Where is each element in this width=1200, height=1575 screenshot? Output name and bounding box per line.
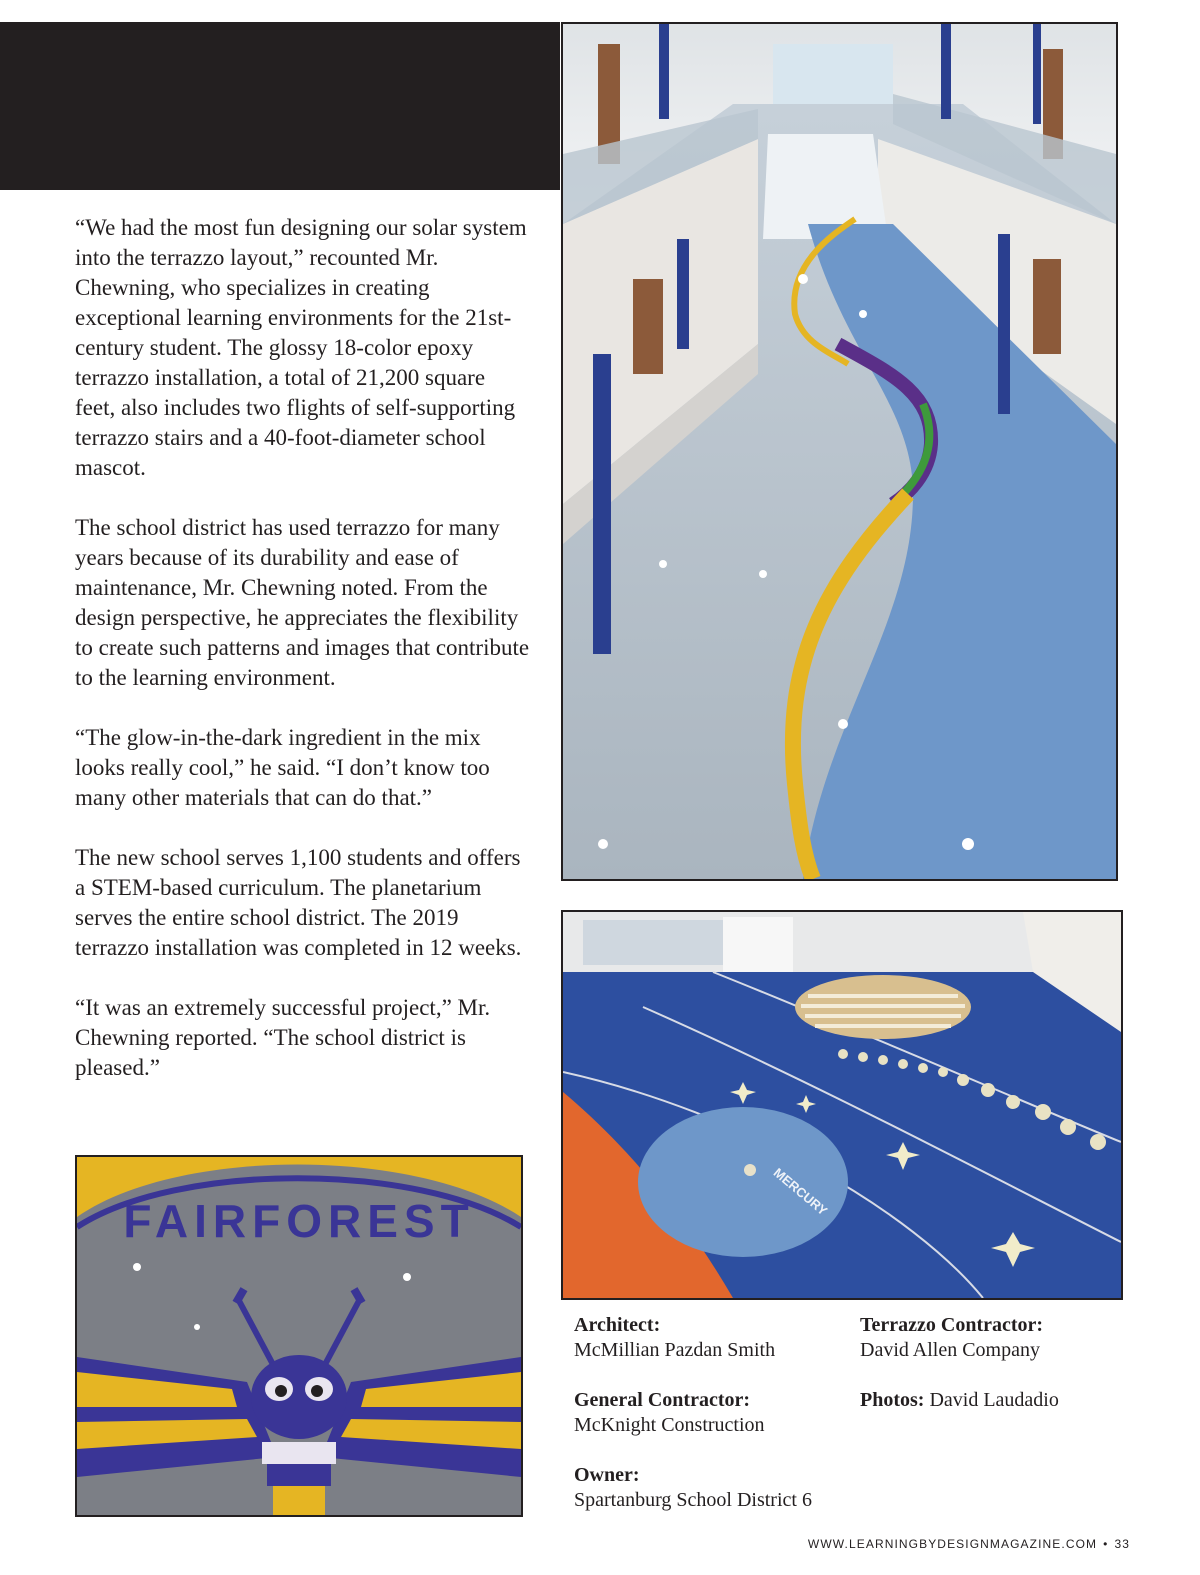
credit-label: Terrazzo Contractor: <box>860 1314 1044 1336</box>
hallway-illustration <box>563 24 1116 879</box>
article-paragraph: The new school serves 1,100 students and offers a STEM-based curriculum. The planetarium serves the entire school district. The 2019 terrazzo installation was completed in 12 weeks. <box>75 845 522 960</box>
article-paragraph: “The glow-in-the-dark ingredient in the mix looks really cool,” he said. “I don’t know too many other materials that can do that.” <box>75 725 490 810</box>
planets-illustration <box>563 912 1121 1298</box>
page-footer <box>808 1537 1130 1551</box>
article-paragraph: “It was an extremely successful project,” Mr. Chewning reported. “The school district is pleased.” <box>75 995 491 1080</box>
article-paragraph: The school district has used terrazzo for many years because of its durability and ease of maintenance, Mr. Chewning noted. From the design perspective, he appreciates the flexibility to create such patterns and images that contribute to the learning environment. <box>75 515 530 690</box>
planets-terrazzo-photo <box>561 910 1123 1300</box>
credit-value: David Allen Company <box>860 1339 1040 1361</box>
credit-label: Owner: <box>574 1464 640 1486</box>
footer-separator: • <box>1103 1537 1109 1551</box>
article-paragraph: “We had the most fun designing our solar system into the terrazzo layout,” recounted Mr. Chewning, who specializes in creating exceptional learning environments for the 21st-century student. The glossy 18-color epoxy terrazzo installation, a total of 21,200 square feet, also includes two flights of self-supporting terrazzo stairs and a 40-foot-diameter school mascot. <box>75 215 527 480</box>
hallway-terrazzo-photo <box>561 22 1118 881</box>
credit-terrazzo-contractor <box>860 1313 1140 1363</box>
credit-value: McKnight Construction <box>574 1414 765 1436</box>
article-body <box>75 213 530 1113</box>
credit-general-contractor <box>574 1388 854 1438</box>
credit-architect <box>574 1313 854 1363</box>
mercury-label: MERCURY <box>770 1164 831 1219</box>
credit-value: David Laudadio <box>929 1389 1059 1411</box>
credit-label: Photos: <box>860 1389 925 1411</box>
credit-label: Architect: <box>574 1314 661 1336</box>
credit-label: General Contractor: <box>574 1389 751 1411</box>
page-number: 33 <box>1114 1537 1130 1551</box>
credit-owner <box>574 1463 854 1513</box>
header-black-band <box>0 22 560 190</box>
mascot-illustration <box>77 1157 521 1515</box>
credit-value: Spartanburg School District 6 <box>574 1489 812 1511</box>
credit-photos <box>860 1388 1140 1413</box>
credit-value: McMillian Pazdan Smith <box>574 1339 776 1361</box>
mascot-terrazzo-photo <box>75 1155 523 1517</box>
footer-url: WWW.LEARNINGBYDESIGNMAGAZINE.COM <box>807 1537 1098 1551</box>
fairforest-label: FAIRFOREST <box>123 1195 475 1247</box>
